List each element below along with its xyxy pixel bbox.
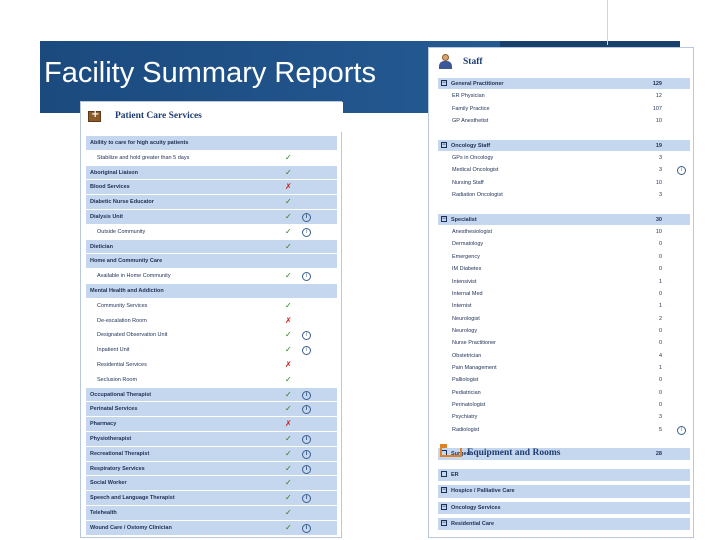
staff-group-row[interactable]	[438, 140, 690, 152]
info-icon[interactable]: i	[677, 426, 686, 435]
service-label: De-escalation Room	[97, 317, 147, 324]
staff-label: Intensivist	[452, 278, 477, 285]
slide-title: Facility Summary Reports	[44, 57, 376, 89]
staff-count: 0	[658, 241, 662, 248]
staff-row[interactable]	[438, 288, 690, 300]
service-row[interactable]	[86, 328, 337, 343]
staff-row[interactable]	[438, 374, 690, 386]
staff-count: 0	[658, 401, 662, 408]
expand-toggle-icon[interactable]: −	[442, 215, 446, 222]
staff-group-row[interactable]	[438, 214, 690, 226]
service-label: Mental Health and Addiction	[90, 287, 164, 294]
staff-count: 19	[655, 142, 662, 149]
staff-label: Radiologist	[452, 426, 480, 433]
staff-label: Radiation Oncologist	[452, 192, 503, 199]
equipment-header	[438, 440, 690, 466]
service-label: Aboriginal Liaison	[90, 169, 138, 176]
expand-toggle-icon[interactable]: −	[442, 80, 446, 86]
staff-row[interactable]	[438, 152, 690, 164]
person-icon	[439, 54, 452, 69]
service-label: Seclusion Room	[97, 376, 138, 383]
staff-count: 30	[655, 216, 662, 223]
service-row[interactable]	[86, 373, 337, 388]
equipment-row[interactable]	[438, 469, 690, 481]
person-body-icon	[439, 61, 452, 69]
info-icon[interactable]: i	[302, 213, 311, 222]
info-icon[interactable]: i	[302, 524, 311, 533]
check-icon: ✓	[285, 271, 292, 281]
staff-label: Nurse Practitioner	[452, 340, 497, 347]
staff-label: Neurologist	[452, 315, 480, 322]
service-label: Ability to care for high acuity patients	[90, 140, 189, 146]
service-label: Inpatient Unit	[97, 347, 130, 354]
check-icon: ✓	[285, 522, 292, 532]
staff-label: Emergency	[452, 253, 480, 260]
check-icon: ✓	[285, 493, 292, 503]
check-icon: ✓	[285, 167, 292, 177]
equipment-row[interactable]	[438, 502, 690, 514]
service-label: Community Services	[97, 302, 148, 309]
staff-row[interactable]	[438, 350, 690, 362]
service-label: Designated Observation Unit	[97, 332, 168, 339]
cross-icon: ✗	[285, 359, 292, 369]
staff-count: 2	[658, 315, 662, 322]
staff-row[interactable]	[438, 424, 690, 436]
service-row[interactable]	[86, 269, 337, 284]
service-row[interactable]	[86, 447, 337, 462]
staff-label: Internal Med	[452, 290, 483, 297]
info-icon[interactable]: i	[302, 405, 311, 414]
bed-icon	[440, 448, 462, 457]
service-row[interactable]	[86, 225, 337, 240]
staff-row[interactable]	[438, 362, 690, 374]
equipment-title: Equipment and Rooms	[467, 448, 561, 458]
check-icon: ✓	[285, 374, 292, 384]
staff-row[interactable]	[438, 103, 690, 115]
staff-label: Pediatrician	[452, 389, 481, 396]
info-icon[interactable]: i	[302, 331, 311, 340]
staff-count: 0	[658, 389, 662, 396]
service-row[interactable]	[86, 166, 337, 181]
service-row[interactable]	[86, 491, 337, 506]
staff-row[interactable]	[438, 189, 690, 201]
service-label: Stabilize and hold greater than 5 days	[97, 154, 190, 161]
staff-count: 1	[658, 303, 662, 310]
service-label: Physiotherapist	[90, 435, 132, 442]
equipment-row[interactable]	[438, 485, 690, 497]
staff-count: 0	[658, 253, 662, 260]
staff-count: 0	[658, 377, 662, 384]
info-icon[interactable]: i	[302, 346, 311, 355]
service-row[interactable]	[86, 254, 337, 269]
staff-group-row[interactable]	[438, 78, 690, 90]
staff-count: 3	[658, 155, 662, 162]
staff-row[interactable]	[438, 177, 690, 189]
check-icon: ✓	[285, 345, 292, 355]
staff-count: 4	[658, 352, 662, 359]
service-row[interactable]	[86, 432, 337, 447]
staff-label: Medical Oncologist	[452, 167, 499, 174]
service-label: Dietician	[90, 243, 113, 250]
staff-label: Pain Management	[452, 364, 497, 371]
staff-label: Surgeon	[451, 451, 474, 458]
service-row[interactable]	[86, 284, 337, 299]
service-label: Wound Care / Ostomy Clinician	[90, 524, 172, 531]
check-icon: ✓	[285, 404, 292, 414]
service-row[interactable]	[86, 417, 337, 432]
info-icon[interactable]: i	[302, 391, 311, 400]
staff-label: IM Diabetes	[452, 266, 482, 273]
service-row[interactable]	[86, 506, 337, 521]
staff-count: 10	[655, 118, 662, 125]
staff-row[interactable]	[438, 325, 690, 337]
service-label: Blood Services	[90, 184, 130, 191]
staff-count: 107	[652, 105, 662, 112]
service-row[interactable]	[86, 358, 337, 373]
staff-count: 1	[658, 364, 662, 371]
staff-list	[438, 78, 690, 461]
expand-toggle-icon[interactable]: −	[442, 487, 446, 494]
service-label: Diabetic Nurse Educator	[90, 199, 154, 206]
service-label: Pharmacy	[90, 421, 117, 428]
staff-label: General Practitioner	[451, 81, 504, 87]
service-label: Available in Home Community	[97, 273, 171, 280]
equipment-label: Oncology Services	[451, 504, 501, 511]
staff-count: 5	[658, 426, 662, 433]
patient-care-panel	[80, 101, 342, 538]
staff-row[interactable]	[438, 300, 690, 312]
expand-toggle-icon[interactable]: −	[442, 520, 446, 527]
service-row[interactable]	[86, 240, 337, 255]
service-row[interactable]	[86, 402, 337, 417]
equipment-row[interactable]	[438, 518, 690, 530]
staff-label: Psychiatry	[452, 414, 478, 421]
check-icon: ✓	[285, 478, 292, 488]
row-spacer	[438, 201, 690, 213]
staff-label: GP Anesthetist	[452, 118, 489, 125]
staff-count: 0	[658, 266, 662, 273]
staff-label: Nursing Staff	[452, 179, 484, 186]
staff-count: 3	[658, 414, 662, 421]
service-label: Recreational Therapist	[90, 450, 150, 457]
staff-label: Family Practice	[452, 105, 490, 112]
service-label: Telehealth	[90, 509, 117, 516]
service-label: Occupational Therapist	[90, 391, 152, 398]
staff-count: 0	[658, 290, 662, 297]
equipment-label: Residential Care	[451, 521, 495, 528]
staff-label: Palliologist	[452, 377, 479, 384]
service-row[interactable]	[86, 521, 337, 536]
expand-toggle-icon[interactable]: −	[442, 141, 446, 148]
service-row[interactable]	[86, 210, 337, 225]
cross-icon: ✗	[285, 182, 292, 192]
staff-row[interactable]	[438, 238, 690, 250]
check-icon: ✓	[285, 389, 292, 399]
staff-row[interactable]	[438, 263, 690, 275]
service-row[interactable]	[86, 462, 337, 477]
staff-label: Dermatology	[452, 241, 484, 248]
service-label: Home and Community Care	[90, 258, 163, 265]
staff-label: Anesthesiologist	[452, 229, 493, 236]
service-row[interactable]	[86, 136, 337, 151]
check-icon: ✓	[285, 448, 292, 458]
staff-count: 0	[658, 327, 662, 334]
staff-row[interactable]	[438, 90, 690, 102]
service-row[interactable]	[86, 343, 337, 358]
patient-care-title: Patient Care Services	[115, 111, 202, 121]
staff-label: GPs in Oncology	[452, 155, 494, 162]
check-icon: ✓	[285, 152, 292, 162]
check-icon: ✓	[285, 507, 292, 517]
info-icon[interactable]: i	[302, 494, 311, 503]
service-label: Residential Services	[97, 361, 147, 368]
expand-toggle-icon[interactable]: −	[442, 503, 446, 510]
info-icon[interactable]: i	[302, 465, 311, 474]
staff-count: 10	[655, 179, 662, 186]
staff-count: 1	[658, 278, 662, 285]
info-icon[interactable]: i	[302, 435, 311, 444]
patient-care-list	[86, 136, 337, 536]
staff-row[interactable]	[438, 399, 690, 411]
equipment-label: Hospice / Palliative Care	[451, 488, 515, 495]
cross-icon: ✗	[285, 315, 292, 325]
staff-count: 3	[658, 167, 662, 174]
check-icon: ✓	[285, 241, 292, 251]
expand-toggle-icon[interactable]	[441, 471, 447, 477]
person-head-icon	[442, 54, 449, 61]
check-icon: ✓	[285, 330, 292, 340]
staff-row[interactable]	[438, 115, 690, 127]
decorative-line	[607, 0, 608, 45]
service-row[interactable]	[86, 476, 337, 491]
staff-label: ER Physician	[452, 93, 485, 100]
staff-row[interactable]	[438, 387, 690, 399]
staff-label: Specialist	[451, 216, 477, 223]
staff-label: Perinatologist	[452, 401, 486, 408]
service-label: Respiratory Services	[90, 465, 145, 472]
info-icon[interactable]: i	[302, 272, 311, 281]
staff-count: 10	[655, 229, 662, 236]
equipment-list	[438, 469, 690, 534]
service-row[interactable]	[86, 180, 337, 195]
staff-count: 12	[655, 93, 662, 100]
service-label: Speech and Language Therapist	[90, 495, 175, 502]
staff-label: Internist	[452, 303, 472, 310]
staff-row[interactable]	[438, 313, 690, 325]
service-label: Dialysis Unit	[90, 213, 124, 220]
staff-count: 28	[655, 451, 662, 458]
cross-icon: ✗	[285, 419, 292, 429]
staff-title: Staff	[463, 57, 483, 67]
service-row[interactable]	[86, 151, 337, 166]
check-icon: ✓	[285, 226, 292, 236]
staff-panel	[428, 47, 694, 538]
service-row[interactable]	[86, 299, 337, 314]
staff-count: 3	[658, 192, 662, 199]
info-icon[interactable]: i	[302, 450, 311, 459]
staff-label: Oncology Staff	[451, 142, 491, 149]
service-label: Social Worker	[90, 480, 127, 487]
staff-label: Neurology	[452, 327, 478, 334]
staff-count: 129	[652, 81, 662, 87]
service-row[interactable]	[86, 314, 337, 329]
patient-care-header	[81, 102, 343, 132]
equipment-label: ER	[451, 472, 459, 478]
staff-row[interactable]	[438, 226, 690, 238]
check-icon: ✓	[285, 197, 292, 207]
service-row[interactable]	[86, 388, 337, 403]
check-icon: ✓	[285, 300, 292, 310]
check-icon: ✓	[285, 463, 292, 473]
check-icon: ✓	[285, 211, 292, 221]
staff-row[interactable]	[438, 251, 690, 263]
staff-label: Obstetrician	[452, 352, 482, 359]
staff-row[interactable]	[438, 276, 690, 288]
service-label: Perinatal Services	[90, 406, 138, 413]
info-icon[interactable]: i	[302, 228, 311, 237]
service-row[interactable]	[86, 195, 337, 210]
staff-row[interactable]	[438, 411, 690, 423]
check-icon: ✓	[285, 433, 292, 443]
medical-kit-icon	[88, 111, 101, 122]
staff-count: 0	[658, 340, 662, 347]
staff-row[interactable]	[438, 164, 690, 176]
info-icon[interactable]: i	[677, 166, 686, 175]
staff-row[interactable]	[438, 337, 690, 349]
row-spacer	[438, 127, 690, 139]
service-label: Outside Community	[97, 228, 146, 235]
